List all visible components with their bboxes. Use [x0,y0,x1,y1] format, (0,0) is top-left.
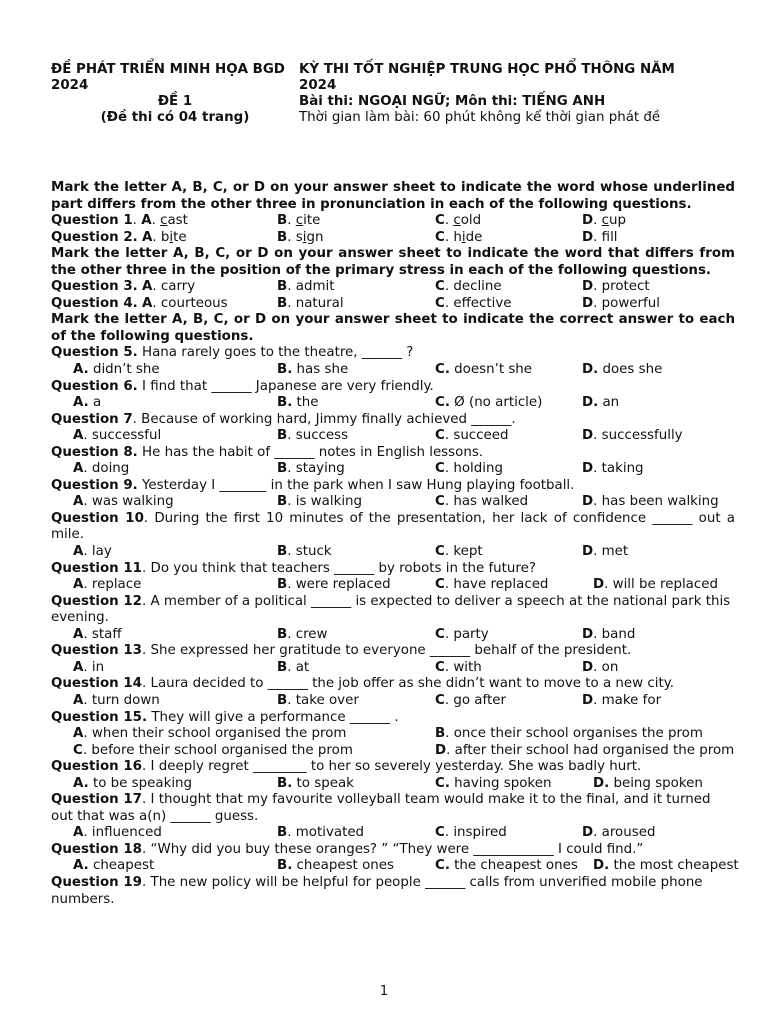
question-17-stem [51,792,735,825]
option-letter: A [73,692,84,708]
question-13-options [51,660,735,677]
option-letter: B [435,726,446,742]
option-letter: B. [277,395,293,411]
underlined-part: c [453,213,461,229]
option-text: . in [83,659,105,675]
question-8-options [51,461,735,478]
question-label: Question 4. [51,295,138,311]
option-letter: B [277,213,288,229]
question-5-options [51,362,735,379]
option-letter: A [73,626,84,642]
option-text: b [160,229,170,245]
option-letter: B [277,428,288,444]
exam-time: Thời gian làm bài: 60 phút không kể thời gian phát đề [299,110,661,125]
option-text: being spoken [609,775,703,791]
option-letter: B [277,229,288,245]
option-text: decline [453,279,502,295]
option-letter: A. [73,775,89,791]
question-1: Question 1. A. cast B. cite C. cold D. cup [51,213,627,229]
option-text: . was walking [83,494,174,510]
option-text: de [465,229,483,245]
exam-page [51,62,739,908]
question-5-stem [51,345,735,362]
option-letter: D [582,544,594,560]
option-text: . lay [83,544,112,560]
question-text: . I thought that my favourite volleyball team would make it to the final, and it turned out that was a(n) ______ guess. [51,792,711,824]
option-text: . influenced [83,825,162,841]
header-left-line1: ĐỀ PHÁT TRIỂN MINH HỌA BGD [51,62,285,77]
option-text: . met [593,544,629,560]
question-text: . During the first 10 minutes of the presentation, her lack of confidence ______ out a mile. [51,510,735,543]
option-text: . stuck [287,544,332,560]
option-text: carry [160,279,196,295]
question-label: Question 12 [51,593,142,609]
option-text: . kept [444,544,483,560]
instruction-correct-answer: Mark the letter A, B, C, or D on your answer sheet to indicate the correct answer to each of the following questions. [51,312,735,344]
option-letter: D [582,428,594,444]
question-11-options [51,577,735,594]
option-text: . successfully [593,428,683,444]
option-letter: D. [582,395,599,411]
option-text: cheapest ones [292,858,394,874]
question-3: Question 3. A. carry B. admit C. decline D. protect [51,279,650,295]
option-letter: D [582,295,594,311]
question-18-stem [51,842,735,859]
question-text: Hana rarely goes to the theatre, ______ ? [137,345,414,361]
option-letter: D [582,229,594,245]
exam-title: KỲ THI TỐT NGHIỆP TRUNG HỌC PHỔ THÔNG NĂM [299,62,675,77]
question-text: I find that ______ Japanese are very friendly. [137,378,434,394]
option-text: didn’t she [88,362,160,378]
question-label: Question 19 [51,874,142,890]
question-9-options [51,494,735,511]
question-label: Question 5. [51,345,138,361]
option-letter: C [435,461,445,477]
option-text: natural [295,295,344,311]
question-label: Question 7 [51,411,133,427]
question-text: . “Why did you buy these oranges? ” “They were ____________ I could find.” [142,841,644,857]
header-right [299,62,735,126]
question-6-options [51,395,735,412]
exam-year: 2024 [299,78,337,93]
option-letter: A. [73,395,89,411]
option-letter: B [277,494,288,510]
option-text: . doing [83,461,130,477]
option-letter: A [73,825,84,841]
option-letter: B [277,825,288,841]
option-text: . band [593,626,636,642]
option-letter: B [277,279,288,295]
option-text: powerful [601,295,660,311]
option-letter: D [582,692,594,708]
option-text: old [460,213,482,229]
question-text: . Do you think that teachers ______ by robots in the future? [142,560,536,576]
option-text: an [598,395,620,411]
question-17-options [51,825,735,842]
option-text: has she [292,362,349,378]
question-label: Question 6. [51,378,138,394]
question-19-stem [51,875,735,908]
option-text: having spoken [449,775,552,791]
page-count: (Đề thi có 04 trang) [100,110,250,125]
option-text: . staying [287,461,345,477]
option-text: ll [610,229,618,245]
question-11-stem [51,561,735,578]
option-letter: A [73,726,84,742]
question-12-options [51,627,735,644]
option-letter: A. [73,858,89,874]
option-text: . has been walking [593,494,719,510]
option-text: a [88,395,102,411]
option-text: . staff [83,626,122,642]
option-text: does she [598,362,663,378]
option-letter: C [435,692,445,708]
option-letter: C [435,295,445,311]
option-text: f [601,229,611,245]
option-letter: C [435,825,445,841]
option-letter: C [435,494,445,510]
option-text: . replace [83,577,142,593]
option-letter: C [435,577,445,593]
underlined-part: c [160,213,168,229]
option-letter: A [142,295,153,311]
option-letter: D [582,213,594,229]
question-15-options-ab [51,726,735,743]
option-text: effective [453,295,512,311]
underlined-part: i [169,229,174,245]
option-text: te [173,229,187,245]
option-letter: C. [435,858,450,874]
option-text: to speak [292,775,354,791]
option-text: the most cheapest [609,858,739,874]
option-letter: B. [277,362,293,378]
option-letter: B [277,544,288,560]
underlined-part: c [295,213,304,229]
option-letter: D [582,461,594,477]
option-letter: B [277,692,288,708]
option-text: . holding [444,461,503,477]
question-text: Yesterday I _______ in the park when I saw Hung playing football. [137,477,575,493]
option-letter: C [435,213,445,229]
option-letter: C [435,626,445,642]
option-text: . party [444,626,489,642]
option-letter: C [435,229,445,245]
option-text: . has walked [444,494,529,510]
question-14-options [51,693,735,710]
option-letter: D [582,494,594,510]
option-text: . when their school organised the prom [83,726,347,742]
header-left-line2: 2024 [51,78,89,93]
page-number: 1 [379,984,389,999]
question-4: Question 4. A. courteous B. natural C. effective D. powerful [51,295,660,311]
option-letter: B [277,659,288,675]
option-text: cheapest [88,858,155,874]
option-text: the cheapest ones [449,858,578,874]
question-15-options-cd [51,743,735,760]
option-letter: A [73,544,84,560]
option-text: h [453,229,462,245]
option-text: Ø (no article) [449,395,543,411]
underlined-part: i [461,229,466,245]
question-text: They will give a performance ______ . [147,709,399,725]
option-text: . on [593,659,619,675]
option-text: . successful [83,428,162,444]
option-text: . aroused [593,825,656,841]
question-text: . Laura decided to ______ the job offer as she didn’t want to move to a new city. [142,676,674,692]
option-letter: B [277,461,288,477]
question-label: Question 17 [51,792,142,808]
underlined-part: i [302,229,307,245]
option-text: . take over [287,692,359,708]
option-text: . before their school organised the prom [82,742,353,758]
option-letter: C [435,659,445,675]
option-letter: B [277,626,288,642]
question-9-stem [51,478,735,495]
question-label: Question 18 [51,841,142,857]
option-text: up [609,213,627,229]
option-letter: A [73,428,84,444]
question-label: Question 14 [51,676,142,692]
option-text: . with [444,659,482,675]
option-letter: A [142,279,153,295]
instruction-stress: Mark the letter A, B, C, or D on your answer sheet to indicate the word that differs from the other three in the position of the primary stress in each of the following questions. [51,246,735,278]
question-label: Question 2. [51,229,138,245]
option-letter: A [142,229,153,245]
option-text: . go after [444,692,506,708]
question-text: . The new policy will be helpful for people ______ calls from unverified mobile phone numbers. [51,874,703,907]
option-text: . succeed [444,428,509,444]
question-16-options [51,776,735,793]
question-15-stem [51,710,735,727]
question-6-stem [51,379,735,396]
question-label: Question 8. [51,444,138,460]
question-label: Question 11 [51,560,142,576]
option-text: . taking [593,461,644,477]
option-letter: D. [593,858,610,874]
option-letter: D [582,626,594,642]
question-7-stem [51,412,735,429]
option-text: . success [287,428,349,444]
option-letter: A. [73,362,89,378]
option-letter: D. [582,362,599,378]
option-letter: D [593,577,605,593]
option-letter: A [73,494,84,510]
question-text: . Because of working hard, Jimmy finally achieved ______. [132,411,516,427]
option-letter: C. [435,775,450,791]
instruction-pronunciation: Mark the letter A, B, C, or D on your answer sheet to indicate the word whose underlined part differs from the other three in pronunciation in each of the following questions. [51,180,735,212]
question-12-stem [51,594,735,627]
option-letter: C. [435,362,450,378]
question-label: Question 15. [51,709,148,725]
underlined-part: c [601,213,610,229]
question-label: Question 1 [51,213,133,229]
option-letter: C [435,544,445,560]
option-letter: D [582,825,594,841]
option-letter: B. [277,775,293,791]
question-13-stem [51,643,735,660]
question-text: He has the habit of ______ notes in English lessons. [137,444,484,460]
option-letter: B. [277,858,293,874]
option-letter: A [73,659,84,675]
option-text: gn [306,229,324,245]
option-text: . will be replaced [604,577,718,593]
option-text: . inspired [444,825,507,841]
option-letter: C. [435,395,450,411]
option-text: . at [287,659,310,675]
question-14-stem [51,676,735,693]
option-text: . make for [593,692,662,708]
question-7-options [51,428,735,445]
option-text: . have replaced [444,577,549,593]
option-letter: C [435,428,445,444]
question-label: Question 9. [51,477,138,493]
option-text: . once their school organises the prom [445,726,703,742]
exam-code: ĐỀ 1 [157,94,193,109]
option-text: . were replaced [287,577,391,593]
question-text: . I deeply regret ________ to her so severely yesterday. She was badly hurt. [142,759,642,775]
question-16-stem [51,759,735,776]
question-18-options [51,858,739,875]
option-text: courteous [160,295,228,311]
option-letter: A [73,461,84,477]
exam-subject: Bài thi: NGOẠI NGỮ; Môn thi: TIẾNG ANH [299,94,606,109]
question-label: Question 10 [51,510,144,526]
question-10-stem [51,511,735,544]
option-letter: D [435,742,447,758]
option-text: doesn’t she [449,362,533,378]
option-letter: D [582,659,594,675]
question-8-stem [51,445,735,462]
option-text: the [292,395,319,411]
option-letter: A [73,577,84,593]
question-text: . She expressed her gratitude to everyone ______ behalf of the president. [142,643,632,659]
exam-header [51,62,735,126]
option-letter: C [435,279,445,295]
option-text: . after their school had organised the prom [446,742,735,758]
question-10-options [51,544,735,561]
option-text: . is walking [287,494,363,510]
question-text: . A member of a political ______ is expected to deliver a speech at the national park this evening. [51,593,731,626]
option-text: admit [295,279,335,295]
option-text: ite [303,213,321,229]
option-text: to be speaking [88,775,193,791]
option-letter: D. [593,775,610,791]
question-2: Question 2. A. bite B. sign C. hide D. fll [51,229,618,245]
option-letter: C [73,742,83,758]
question-label: Question 3. [51,279,138,295]
option-letter: D [582,279,594,295]
header-left [51,62,299,126]
option-letter: B [277,295,288,311]
option-text: . turn down [83,692,160,708]
option-text: . crew [287,626,328,642]
option-text: ast [167,213,188,229]
option-text: protect [601,279,650,295]
option-text: . motivated [287,825,365,841]
option-letter: A [141,213,152,229]
option-letter: B [277,577,288,593]
question-label: Question 16 [51,759,142,775]
question-label: Question 13 [51,643,142,659]
option-text: s [295,229,303,245]
